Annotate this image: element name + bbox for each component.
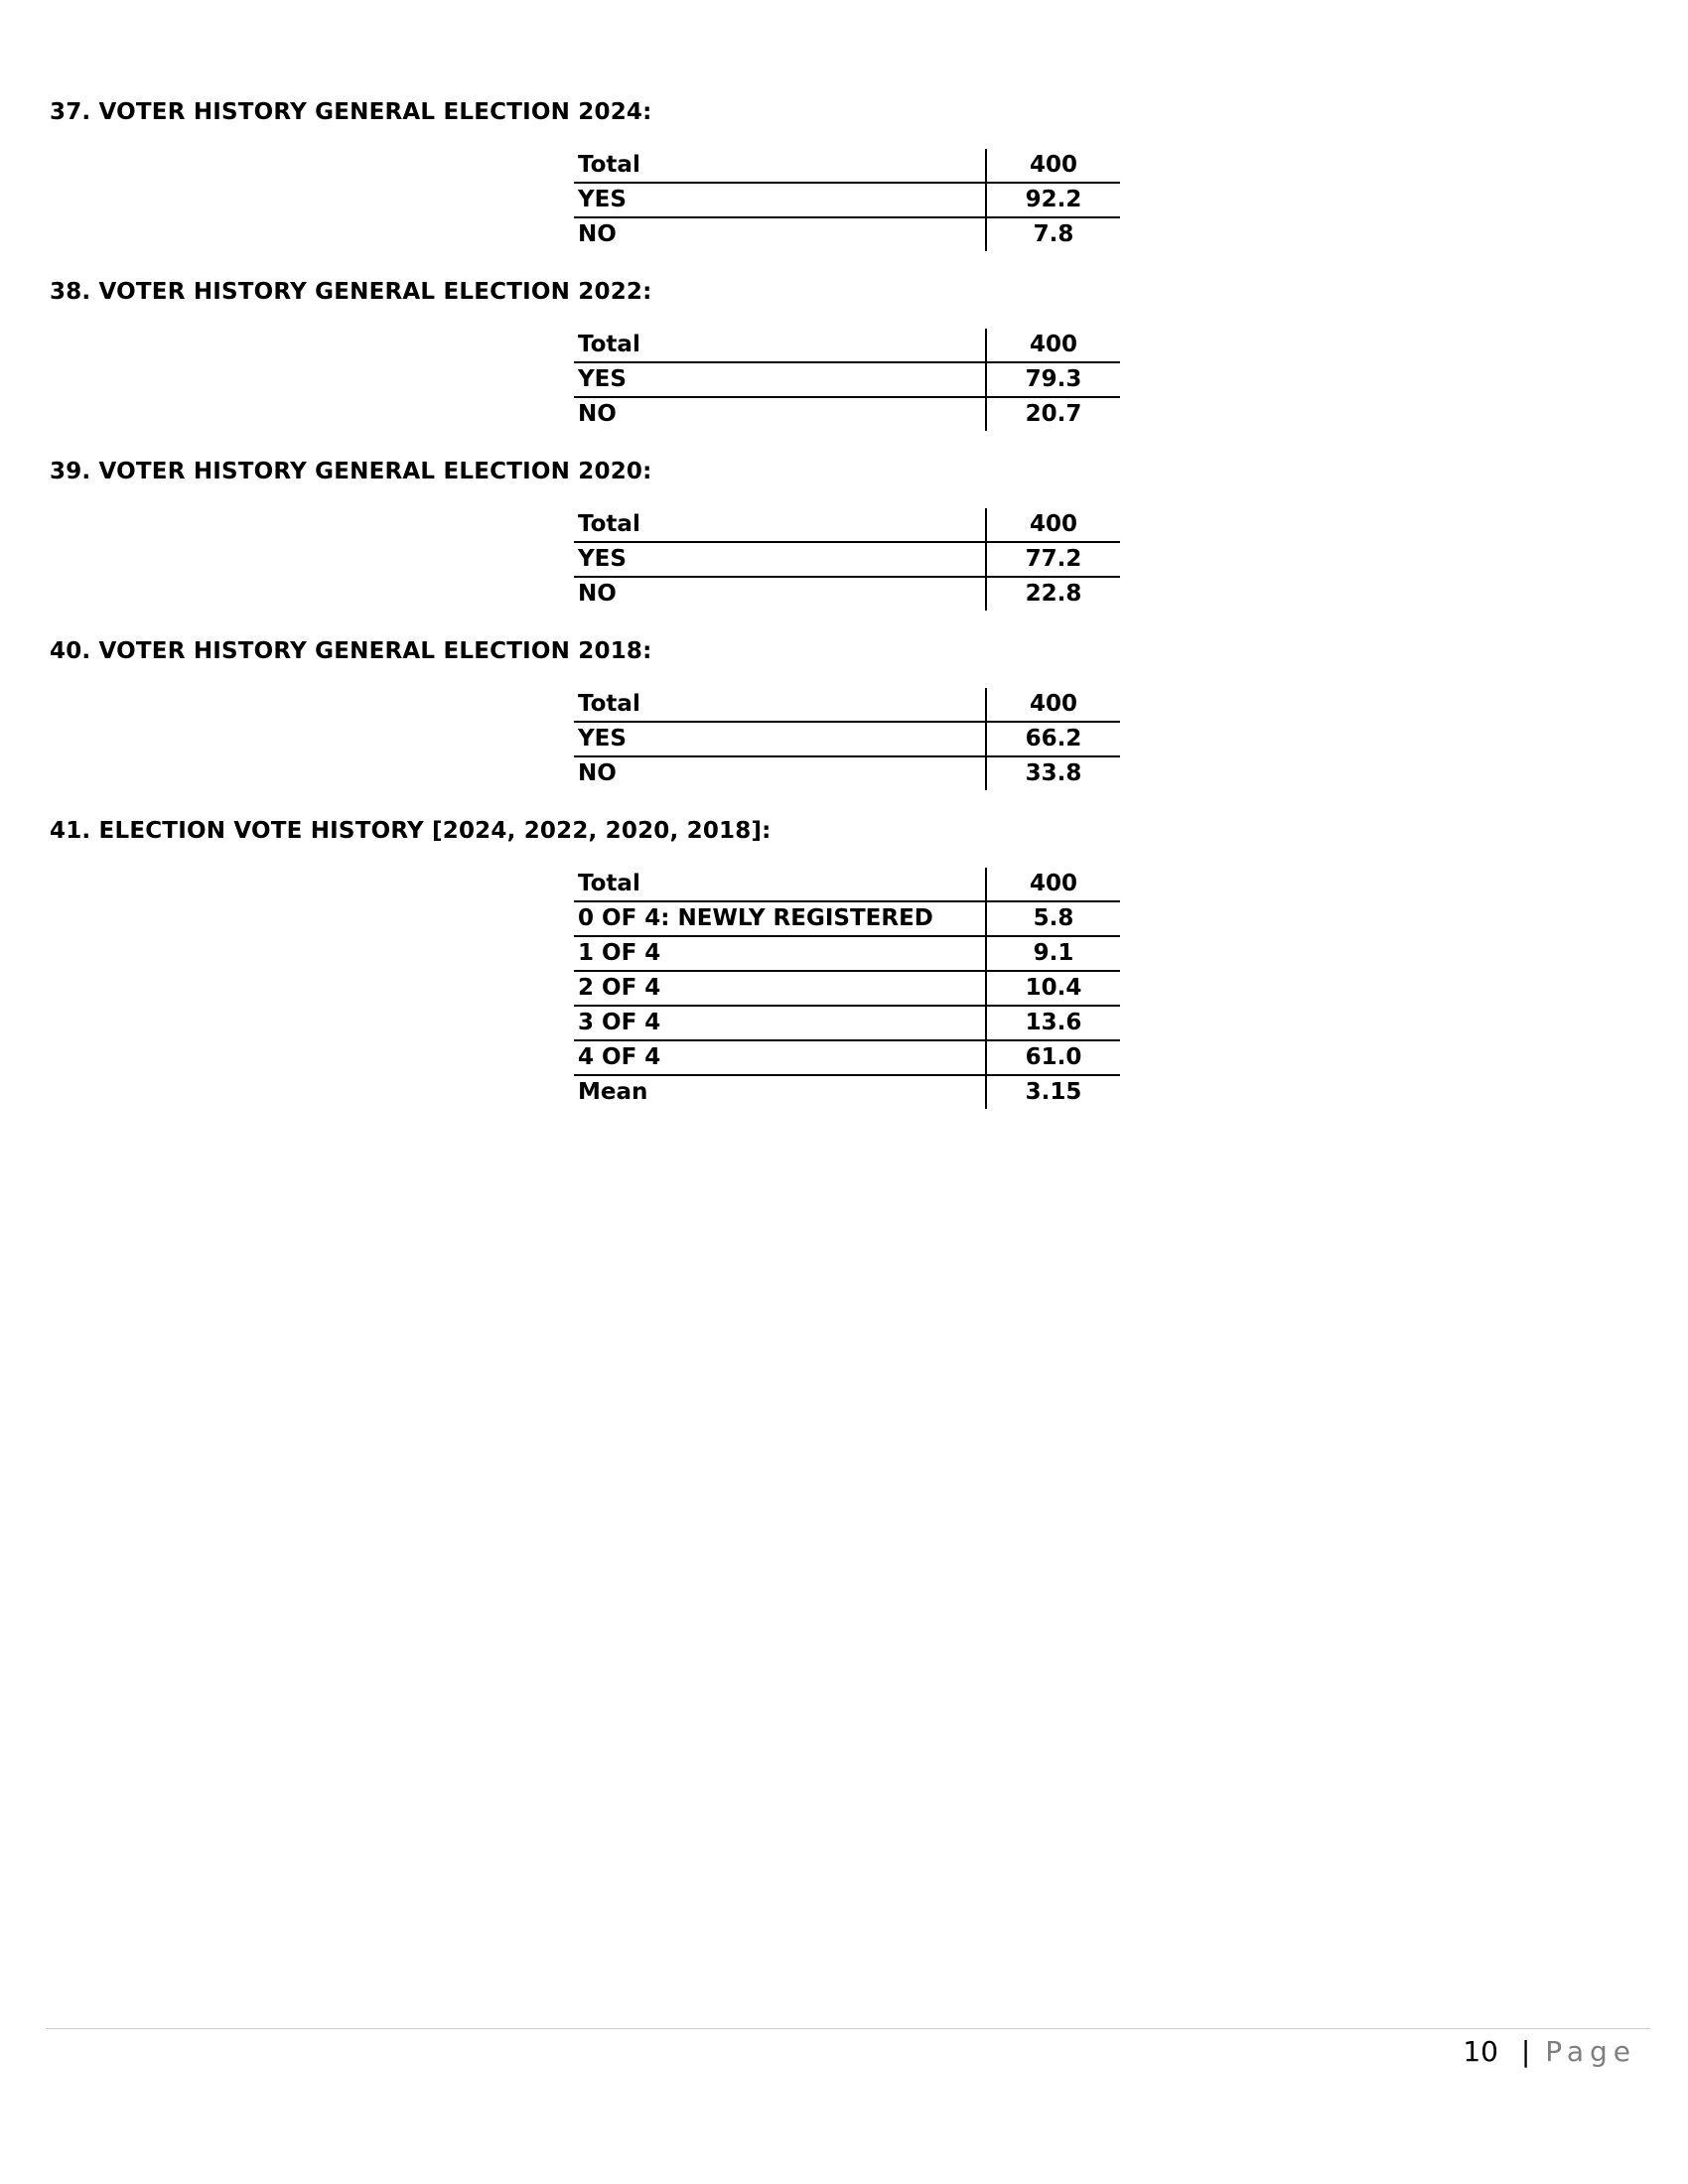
row-value: 61.0 bbox=[986, 1040, 1120, 1075]
crosstab-table bbox=[574, 149, 1120, 251]
row-value: 13.6 bbox=[986, 1006, 1120, 1040]
page-footer bbox=[1463, 2035, 1636, 2068]
row-label: 1 OF 4 bbox=[574, 936, 986, 971]
page-separator: | bbox=[1520, 2035, 1531, 2068]
row-value: 33.8 bbox=[986, 756, 1120, 790]
row-label: YES bbox=[574, 542, 986, 577]
page-word: Page bbox=[1545, 2035, 1636, 2068]
crosstab-table bbox=[574, 508, 1120, 611]
row-label: Mean bbox=[578, 1079, 648, 1105]
row-value: 22.8 bbox=[986, 577, 1120, 611]
table-row bbox=[574, 362, 1120, 397]
crosstab-table bbox=[574, 329, 1120, 431]
row-label: Total bbox=[574, 329, 986, 362]
table-row bbox=[574, 722, 1120, 756]
row-value: 10.4 bbox=[986, 971, 1120, 1006]
row-value: 400 bbox=[986, 868, 1120, 901]
table-row bbox=[574, 1006, 1120, 1040]
row-label: Total bbox=[574, 149, 986, 183]
row-value: 400 bbox=[986, 329, 1120, 362]
row-label: YES bbox=[574, 362, 986, 397]
table-row bbox=[574, 1075, 1120, 1109]
row-value: 400 bbox=[986, 688, 1120, 722]
row-label: Total bbox=[574, 868, 986, 901]
question-title: 40. VOTER HISTORY GENERAL ELECTION 2018: bbox=[50, 638, 652, 664]
crosstab-table bbox=[574, 688, 1120, 790]
crosstab-table bbox=[574, 868, 1120, 1109]
row-label: 4 OF 4 bbox=[574, 1040, 986, 1075]
row-value: 77.2 bbox=[986, 542, 1120, 577]
row-value: 92.2 bbox=[986, 183, 1120, 217]
row-label: 0 OF 4: NEWLY REGISTERED bbox=[574, 901, 986, 936]
question-title: 39. VOTER HISTORY GENERAL ELECTION 2020: bbox=[50, 459, 652, 484]
table-row bbox=[574, 688, 1120, 722]
table-row bbox=[574, 217, 1120, 251]
table-row bbox=[574, 397, 1120, 431]
row-value: 66.2 bbox=[986, 722, 1120, 756]
row-label: Total bbox=[574, 508, 986, 542]
table-row bbox=[574, 971, 1120, 1006]
row-label: NO bbox=[578, 221, 617, 247]
question-title: 41. ELECTION VOTE HISTORY [2024, 2022, 2020, 2018]: bbox=[50, 818, 772, 844]
row-label: Total bbox=[574, 688, 986, 722]
table-row bbox=[574, 1040, 1120, 1075]
table-row bbox=[574, 183, 1120, 217]
row-value: 9.1 bbox=[986, 936, 1120, 971]
question-title: 37. VOTER HISTORY GENERAL ELECTION 2024: bbox=[50, 99, 652, 125]
table-row bbox=[574, 149, 1120, 183]
page-number: 10 bbox=[1463, 2035, 1498, 2068]
question-title: 38. VOTER HISTORY GENERAL ELECTION 2022: bbox=[50, 279, 652, 305]
table-row bbox=[574, 756, 1120, 790]
row-label: YES bbox=[574, 183, 986, 217]
row-value: 79.3 bbox=[986, 362, 1120, 397]
row-label: 3 OF 4 bbox=[574, 1006, 986, 1040]
table-row bbox=[574, 577, 1120, 611]
row-label: NO bbox=[578, 401, 617, 427]
row-label: YES bbox=[574, 722, 986, 756]
table-row bbox=[574, 542, 1120, 577]
table-row bbox=[574, 508, 1120, 542]
row-label: 2 OF 4 bbox=[574, 971, 986, 1006]
row-label: NO bbox=[578, 581, 617, 607]
row-value: 7.8 bbox=[986, 217, 1120, 251]
row-label: NO bbox=[578, 760, 617, 786]
row-value: 20.7 bbox=[986, 397, 1120, 431]
row-value: 5.8 bbox=[986, 901, 1120, 936]
table-row bbox=[574, 868, 1120, 901]
row-value: 400 bbox=[986, 508, 1120, 542]
table-row bbox=[574, 329, 1120, 362]
table-row bbox=[574, 936, 1120, 971]
table-row bbox=[574, 901, 1120, 936]
row-value: 400 bbox=[986, 149, 1120, 183]
footer-divider bbox=[46, 2028, 1650, 2029]
row-value: 3.15 bbox=[986, 1075, 1120, 1109]
